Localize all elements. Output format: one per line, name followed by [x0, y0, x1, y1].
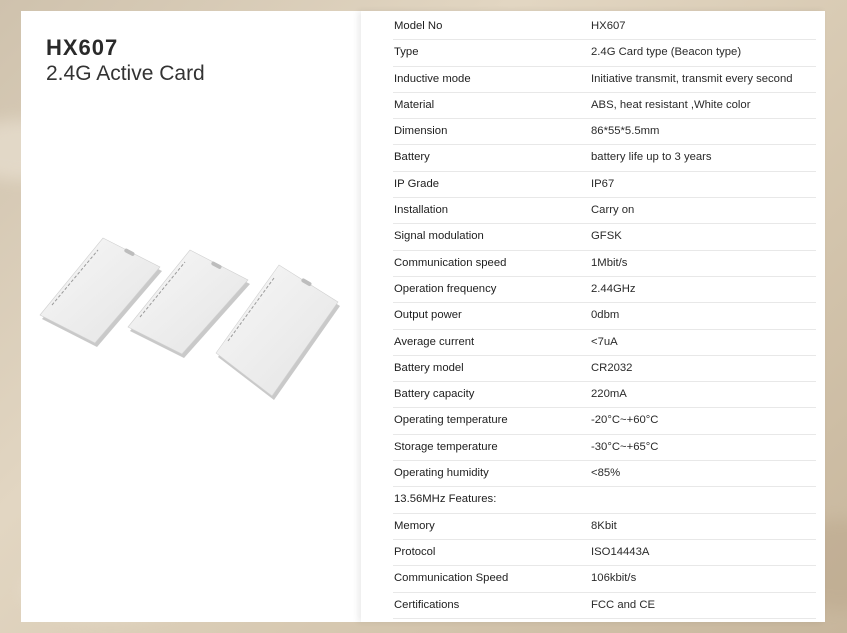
spec-value: <7uA — [591, 335, 618, 348]
table-row — [393, 198, 816, 224]
table-row — [393, 224, 816, 250]
table-row — [393, 514, 816, 540]
spec-label: Signal modulation — [394, 230, 484, 243]
table-row — [393, 40, 816, 66]
spec-label: Material — [394, 98, 435, 111]
spec-value: 0dbm — [591, 309, 620, 322]
spec-value: Initiative transmit, transmit every second — [591, 72, 793, 85]
spec-value: 220mA — [591, 388, 627, 401]
spec-value: 106kbit/s — [591, 572, 637, 585]
spec-label: Dimension — [394, 125, 448, 138]
spec-label: Model No — [394, 20, 443, 32]
spec-label: IP Grade — [394, 177, 440, 190]
product-model-title: HX607 — [46, 35, 119, 60]
spec-value: 2.4G Card type (Beacon type) — [591, 46, 742, 59]
table-row — [393, 172, 816, 198]
spec-value: 8Kbit — [591, 519, 617, 532]
table-row — [393, 461, 816, 487]
spec-label: Type — [394, 46, 419, 59]
spec-value: 1Mbit/s — [591, 256, 628, 269]
table-row — [393, 435, 816, 461]
table-row — [393, 408, 816, 434]
spec-value: FCC and CE — [591, 598, 656, 611]
table-row — [393, 356, 816, 382]
table-row — [393, 566, 816, 592]
spec-label: Inductive mode — [394, 72, 471, 85]
spec-label: Installation — [394, 204, 449, 217]
table-row — [393, 303, 816, 329]
spec-value: <85% — [591, 467, 621, 480]
table-row — [393, 67, 816, 93]
spec-label: Storage temperature — [394, 440, 498, 453]
spec-label: 13.56MHz Features: — [394, 493, 497, 506]
table-row — [393, 593, 816, 619]
table-row — [393, 251, 816, 277]
table-row — [393, 119, 816, 145]
spec-value: 2.44GHz — [591, 282, 636, 295]
table-row — [393, 540, 816, 566]
spec-table — [393, 14, 816, 619]
spec-label: Average current — [394, 335, 475, 348]
table-row — [393, 14, 816, 40]
spec-value: HX607 — [591, 20, 626, 32]
spec-label: Operating humidity — [394, 467, 489, 480]
table-row — [393, 330, 816, 356]
spec-label: Battery capacity — [394, 388, 475, 401]
spec-value: -20°C~+60°C — [591, 414, 659, 427]
spec-label: Operating temperature — [394, 414, 508, 427]
spec-label: Communication speed — [394, 256, 507, 269]
table-row — [393, 145, 816, 171]
spec-value: IP67 — [591, 177, 615, 190]
spec-label: Memory — [394, 519, 435, 532]
spec-label: Battery model — [394, 361, 464, 374]
product-image — [30, 220, 350, 420]
table-row — [393, 487, 816, 513]
spec-label: Operation frequency — [394, 282, 497, 295]
table-row — [393, 277, 816, 303]
spec-value: 86*55*5.5mm — [591, 125, 660, 138]
table-row — [393, 382, 816, 408]
product-name: 2.4G Active Card — [46, 62, 205, 85]
spec-label: Protocol — [394, 545, 436, 558]
spec-label: Communication Speed — [394, 572, 509, 585]
spec-value: ISO14443A — [591, 545, 650, 558]
table-row — [393, 93, 816, 119]
spec-value: Carry on — [591, 204, 635, 217]
spec-label: Certifications — [394, 598, 460, 611]
spec-label: Output power — [394, 309, 462, 322]
spec-value: battery life up to 3 years — [591, 151, 712, 164]
spec-value: CR2032 — [591, 361, 633, 374]
spec-value: -30°C~+65°C — [591, 440, 659, 453]
spec-value: GFSK — [591, 230, 622, 243]
spec-value: ABS, heat resistant ,White color — [591, 98, 751, 111]
spec-label: Battery — [394, 151, 430, 164]
